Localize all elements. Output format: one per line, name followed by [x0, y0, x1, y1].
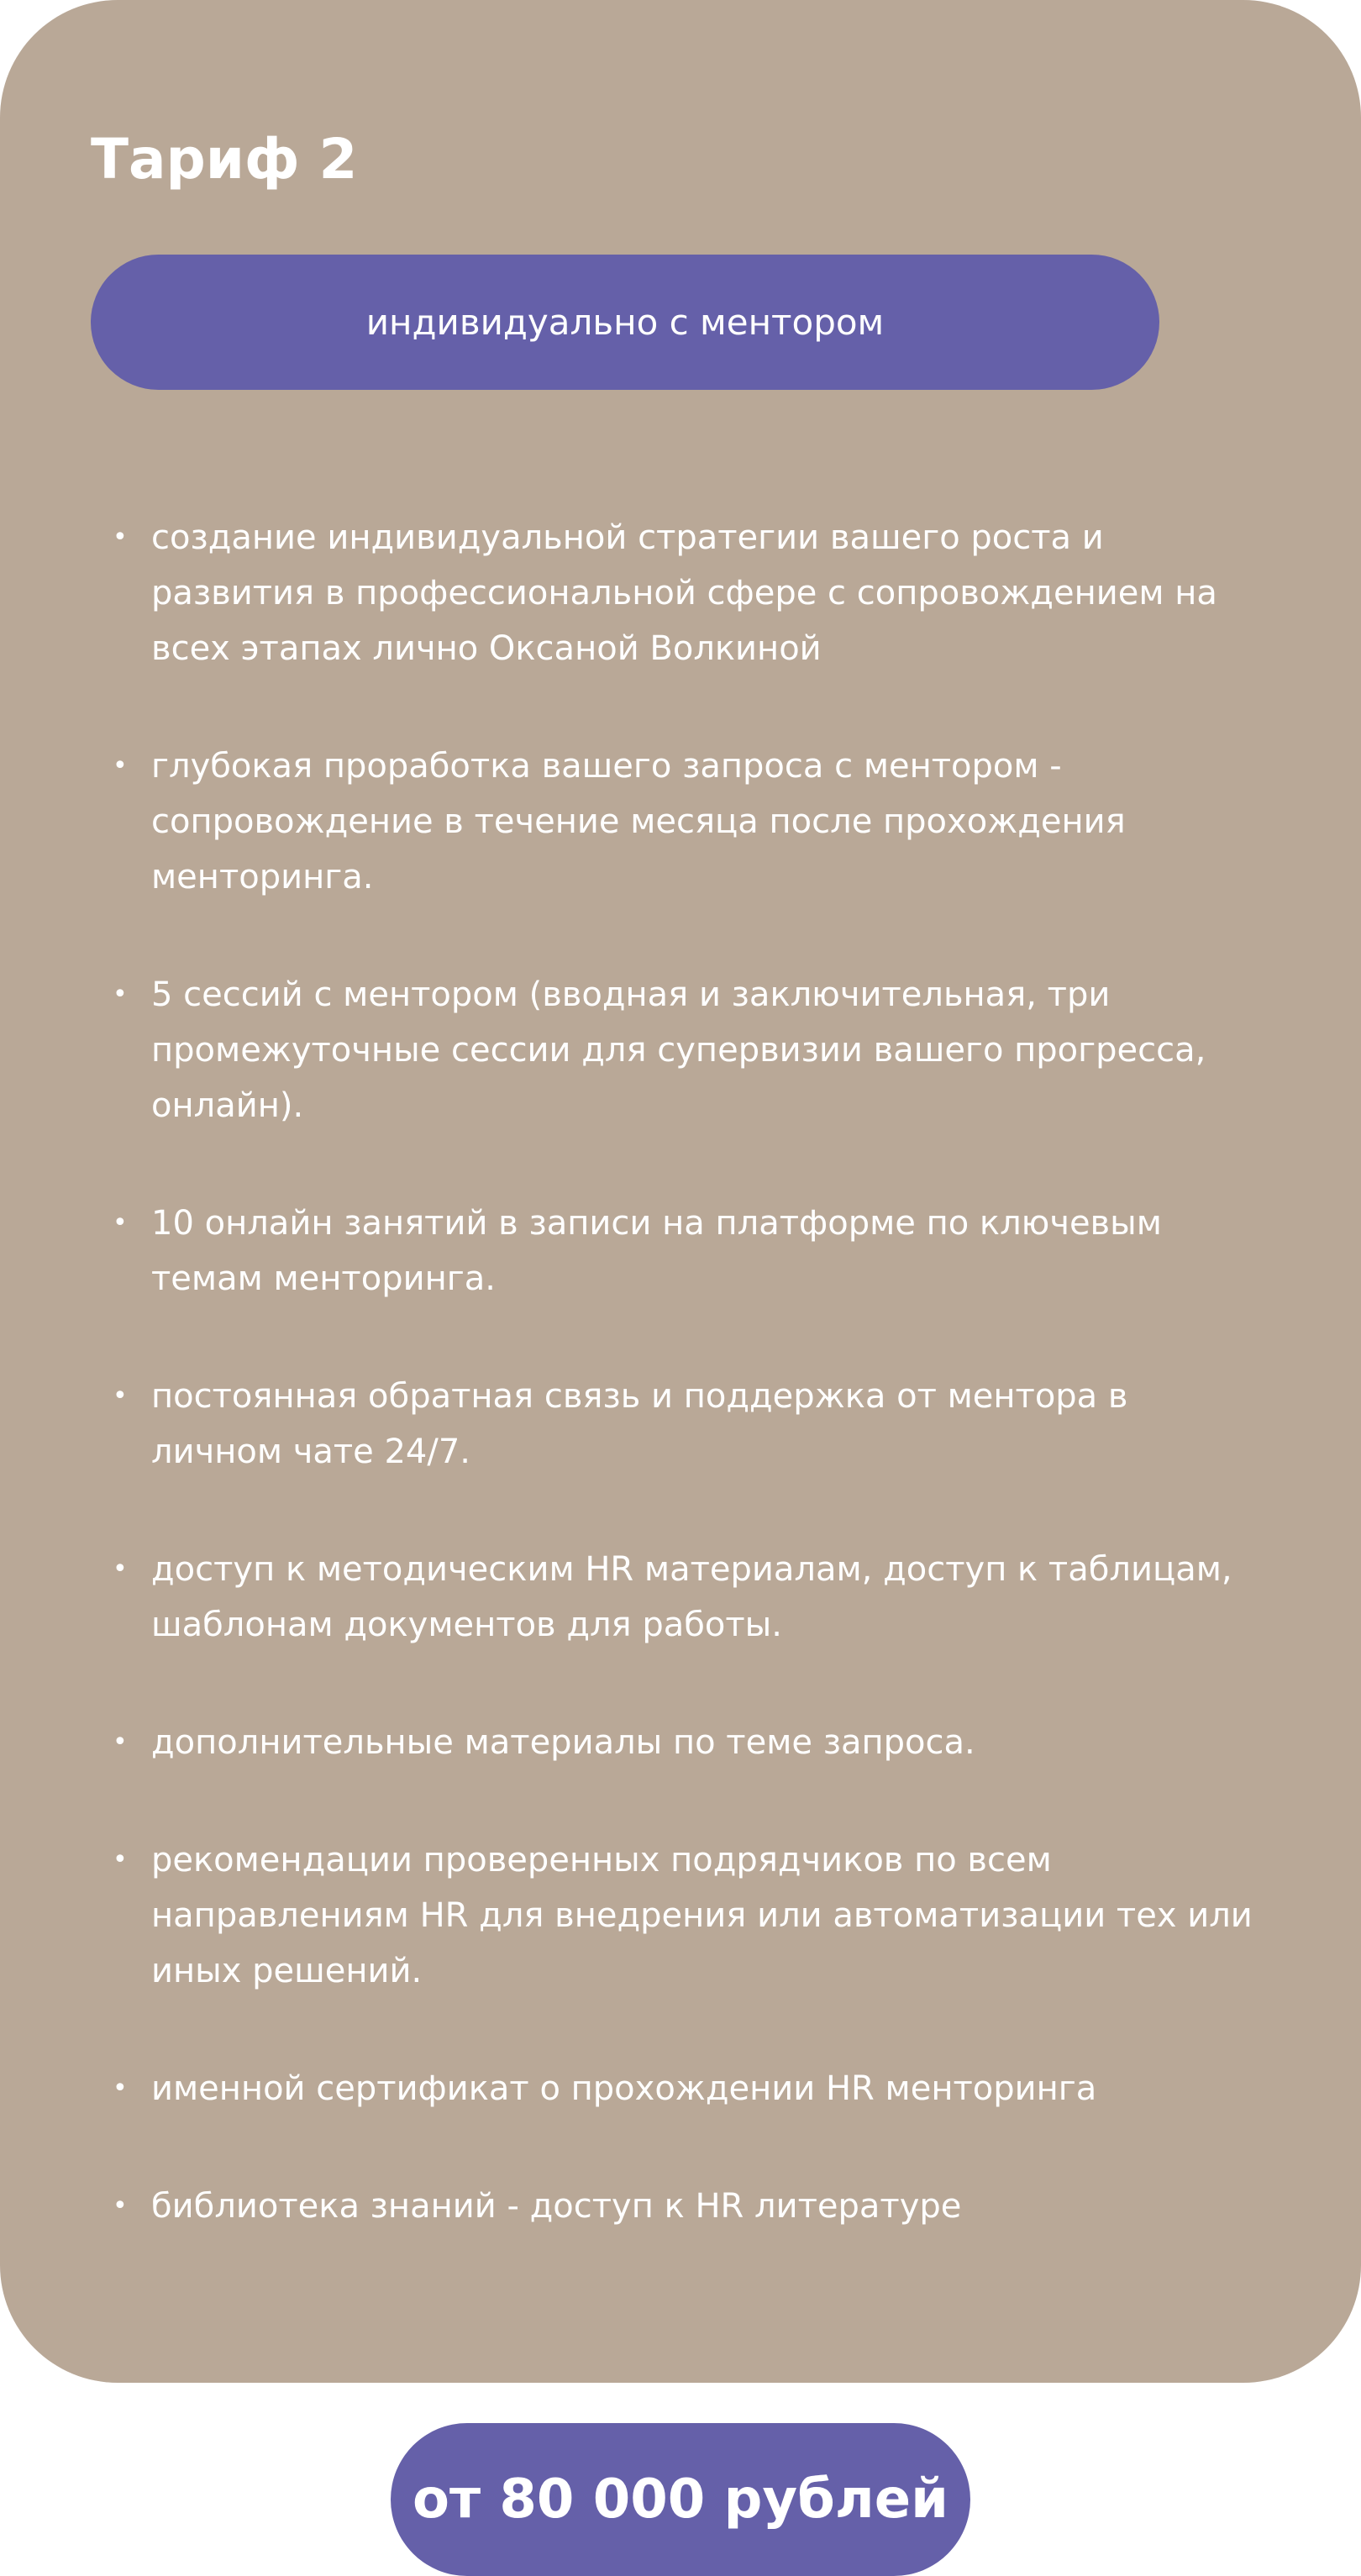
feature-item: • постоянная обратная связь и поддержка от ментора в личном чате 24/7. [151, 1369, 1269, 1480]
feature-list [151, 510, 1269, 2296]
feature-item: • именной сертификат о прохождении HR менторинга [151, 2061, 1269, 2116]
feature-item: • дополнительные материалы по теме запроса. [151, 1715, 1269, 1770]
feature-item: • создание индивидуальной стратегии вашего роста и развития в профессиональной сфере с сопровождением на всех этапах лично Оксаной Волкиной [151, 510, 1269, 676]
tariff-title: Тариф 2 [91, 127, 358, 192]
feature-item: • 10 онлайн занятий в записи на платформе по ключевым темам менторинга. [151, 1196, 1269, 1306]
feature-item: • рекомендации проверенных подрядчиков по всем направлениям HR для внедрения или автоматизации тех или иных решений. [151, 1832, 1269, 1999]
price-button[interactable]: от 80 000 рублей [391, 2423, 970, 2576]
feature-item: • доступ к методическим HR материалам, доступ к таблицам, шаблонам документов для работы. [151, 1542, 1269, 1653]
feature-item: • глубокая проработка вашего запроса с ментором - сопровождение в течение месяца после прохождения менторинга. [151, 739, 1269, 905]
feature-item: • 5 сессий с ментором (вводная и заключительная, три промежуточные сессии для супервизии вашего прогресса, онлайн). [151, 967, 1269, 1133]
feature-item: • библиотека знаний - доступ к HR литературе [151, 2179, 1269, 2234]
mentor-mode-badge: индивидуально с ментором [91, 255, 1159, 390]
